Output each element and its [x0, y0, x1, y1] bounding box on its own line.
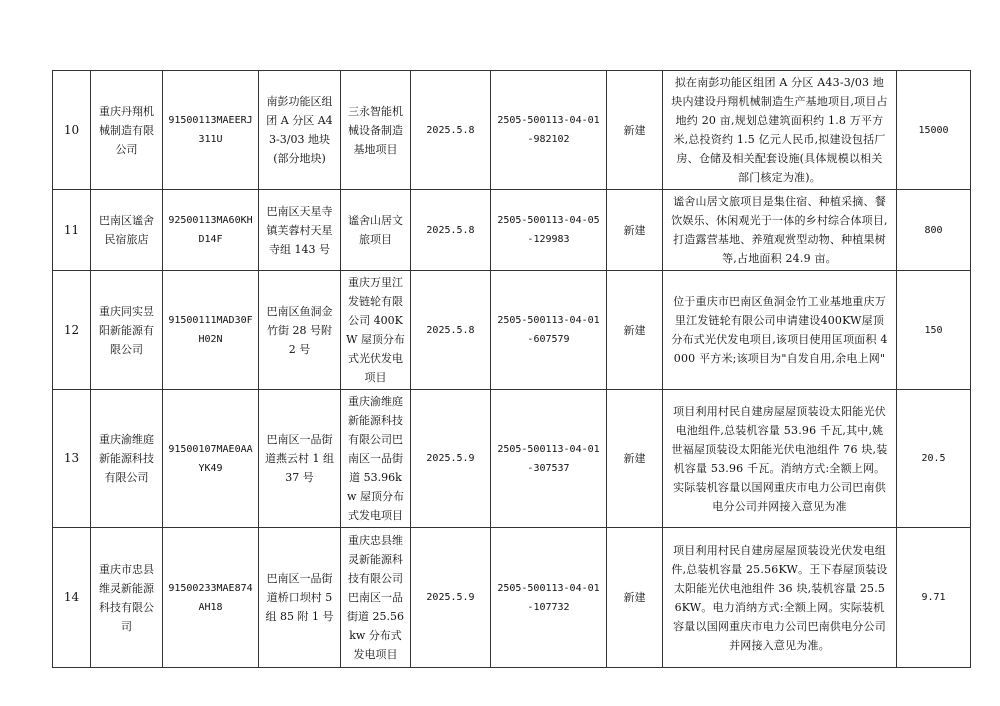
project-code: 2505-500113-04-01-307537: [491, 390, 607, 528]
table-row: [53, 271, 971, 390]
investment-amount: 150: [897, 271, 971, 390]
row-number: 10: [53, 71, 91, 190]
construction-type: 新建: [607, 271, 663, 390]
project-description: 谧舍山居文旅项目是集住宿、种植采摘、餐饮娱乐、休闲观光于一体的乡村综合体项目,打造露营基地、养殖观赏型动物、种植果树等,占地面积 24.9 亩。: [663, 190, 897, 271]
credit-code: 91500113MAEERJ311U: [163, 71, 259, 190]
filing-date: 2025.5.8: [411, 190, 491, 271]
construction-type: 新建: [607, 528, 663, 668]
investment-amount: 9.71: [897, 528, 971, 668]
table-row: [53, 71, 971, 190]
table-row: [53, 390, 971, 528]
construction-type: 新建: [607, 71, 663, 190]
filing-date: 2025.5.9: [411, 390, 491, 528]
project-location: 南彭功能区组团 A 分区 A43-3/03 地块(部分地块): [259, 71, 341, 190]
project-description: 位于重庆市巴南区鱼洞金竹工业基地重庆万里江发链轮有限公司申请建设400KW屋顶分布式光伏发电项目,该项目使用匡项面积 4000 平方米;该项目为"自发自用,余电上网": [663, 271, 897, 390]
construction-type: 新建: [607, 190, 663, 271]
row-number: 13: [53, 390, 91, 528]
project-name: 重庆万里江发链轮有限公司 400KW 屋顶分布式光伏发电项目: [341, 271, 411, 390]
filing-date: 2025.5.8: [411, 71, 491, 190]
project-location: 巴南区天星寺镇芙蓉村天星寺组 143 号: [259, 190, 341, 271]
company-name: 重庆丹翔机械制造有限公司: [91, 71, 163, 190]
project-name: 重庆忠县维灵新能源科技有限公司巴南区一品街道 25.56kw 分布式发电项目: [341, 528, 411, 668]
construction-type: 新建: [607, 390, 663, 528]
table-row: [53, 190, 971, 271]
project-code: 2505-500113-04-01-982102: [491, 71, 607, 190]
project-name: 三永智能机械设备制造基地项目: [341, 71, 411, 190]
company-name: 重庆渝维庭新能源科技有限公司: [91, 390, 163, 528]
project-name: 谧舍山居文旅项目: [341, 190, 411, 271]
project-code: 2505-500113-04-01-607579: [491, 271, 607, 390]
company-name: 巴南区谧舍民宿旅店: [91, 190, 163, 271]
project-description: 项目利用村民自建房屋屋顶装设太阳能光伏电池组件,总装机容量 53.96 千瓦,其中,姚世福屋顶装设太阳能光伏电池组件 76 块,装机容量 53.96 千瓦。消纳方式:全额上网。实际装机容量以国网重庆市电力公司巴南供电分公司并网接入意见为准: [663, 390, 897, 528]
project-table: [52, 70, 971, 668]
project-code: 2505-500113-04-05-129983: [491, 190, 607, 271]
table-body: [53, 71, 971, 668]
row-number: 11: [53, 190, 91, 271]
row-number: 14: [53, 528, 91, 668]
project-location: 巴南区一品街道燕云村 1 组 37 号: [259, 390, 341, 528]
project-description: 项目利用村民自建房屋屋顶装设光伏发电组件,总装机容量 25.56KW。王下春屋顶装设太阳能光伏电池组件 36 块,装机容量 25.56KW。电力消纳方式:全额上网。实际装机容量以国网重庆市电力公司巴南供电分公司并网接入意见为准。: [663, 528, 897, 668]
investment-amount: 20.5: [897, 390, 971, 528]
row-number: 12: [53, 271, 91, 390]
project-location: 巴南区一品街道桥口坝村 5 组 85 附 1 号: [259, 528, 341, 668]
filing-date: 2025.5.9: [411, 528, 491, 668]
investment-amount: 15000: [897, 71, 971, 190]
project-description: 拟在南彭功能区组团 A 分区 A43-3/03 地块内建设丹翔机械制造生产基地项目,项目占地约 20 亩,规划总建筑面积约 1.8 万平方米,总投资约 1.5 亿元人民币,拟建设包括厂房、仓储及相关配套设施(具体规模以相关部门核定为准)。: [663, 71, 897, 190]
credit-code: 92500113MA60KHD14F: [163, 190, 259, 271]
project-location: 巴南区鱼洞金竹街 28 号附 2 号: [259, 271, 341, 390]
credit-code: 91500107MAE0AAYK49: [163, 390, 259, 528]
company-name: 重庆同实昱阳新能源有限公司: [91, 271, 163, 390]
credit-code: 91500233MAE874AH18: [163, 528, 259, 668]
project-name: 重庆渝维庭新能源科技有限公司巴南区一品街道 53.96kw 屋顶分布式发电项目: [341, 390, 411, 528]
table-row: [53, 528, 971, 668]
credit-code: 91500111MAD30FH02N: [163, 271, 259, 390]
project-code: 2505-500113-04-01-107732: [491, 528, 607, 668]
company-name: 重庆市忠县维灵新能源科技有限公司: [91, 528, 163, 668]
filing-date: 2025.5.8: [411, 271, 491, 390]
investment-amount: 800: [897, 190, 971, 271]
